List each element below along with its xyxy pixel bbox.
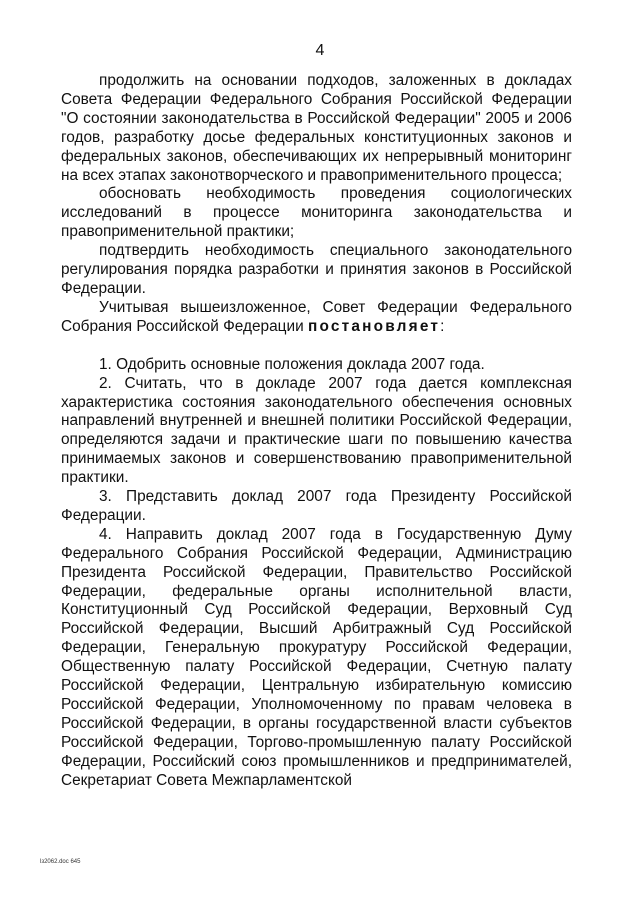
resolution-item-2: 2. Считать, что в докладе 2007 года дается комплексная характеристика состояния законодательного обеспечения основных направлений внутренней и внешней политики Российской Федерации, определяются задачи и практические шаги по повышению качества принимаемых законов и совершенствованию правоприменительной практики.	[61, 374, 572, 487]
resolution-colon: :	[440, 317, 445, 335]
page-number: 4	[315, 42, 325, 59]
resolution-item-4: 4. Направить доклад 2007 года в Государственную Думу Федерального Собрания Российской Федерации, Администрацию Президента Российской Федерации, Правительство Российской Федерации, федеральные органы исполнительной власти, Конституционный Суд Российской Федерации, Верховный Суд Российской Федерации, Высший Арбитражный Суд Российской Федерации, Генеральную прокуратуру Российской Федерации, Общественную палату Российской Федерации, Счетную палату Российской Федерации, Центральную избирательную комиссию Российской Федерации, Уполномоченному по правам человека в Российской Федерации, в органы государственной власти субъектов Российской Федерации, Торгово-промышленную палату Российской Федерации, Российский союз промышленников и предпринимателей, Секретариат Совета Межпарламентской	[61, 525, 572, 789]
resolution-verb: постановляет	[307, 317, 441, 335]
paragraph-special-regulation: подтвердить необходимость специального законодательного регулирования порядка разработки и принятия законов в Российской Федерации.	[61, 242, 572, 297]
paragraph-sociological-research: обосновать необходимость проведения социологических исследований в процессе мониторинга законодательства и правоприменительной практики;	[61, 185, 572, 241]
resolution-lead: Учитывая вышеизложенное, Совет Федерации Федерального Собрания Российской Федерации	[61, 298, 572, 335]
resolution-item-3: 3. Представить доклад 2007 года Президенту Российской Федерации.	[61, 488, 572, 524]
document-body	[61, 72, 572, 791]
paragraph-dossier: продолжить на основании подходов, заложенных в докладах Совета Федерации Федерального Собрания Российской Федерации "О состоянии законодательства в Российской Федерации" 2005 и 2006 годов, разработку досье федеральных конституционных законов и федеральных законов, обеспечивающих их непрерывный мониторинг на всех этапах законотворческого и правоприменительного процесса;	[61, 72, 572, 184]
resolution-item-1: 1. Одобрить основные положения доклада 2007 года.	[99, 355, 485, 373]
document-footer-code: lз2062.doc 645	[40, 859, 81, 865]
resolution-paragraph	[61, 299, 572, 337]
